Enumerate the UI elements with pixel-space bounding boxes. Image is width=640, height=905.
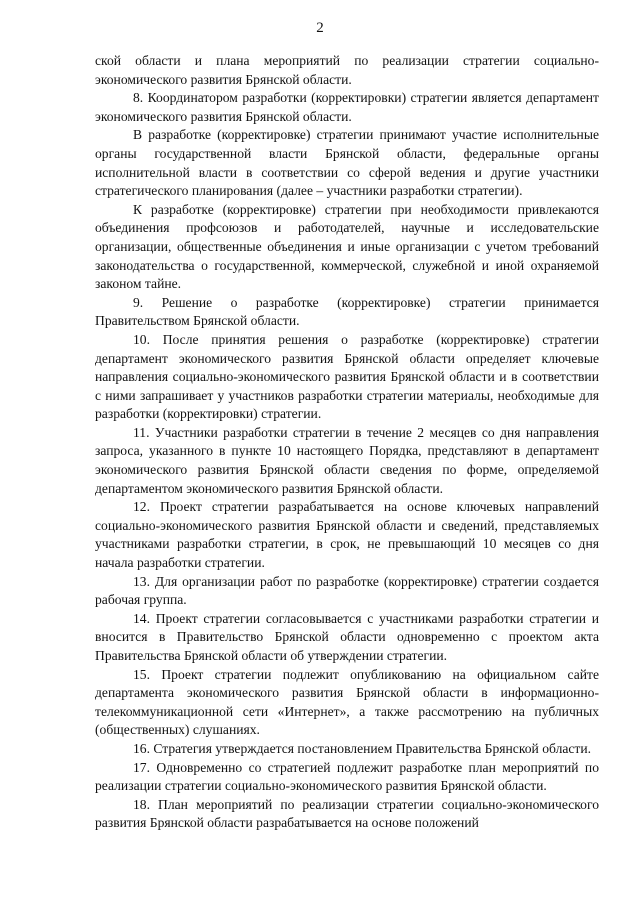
paragraph-13: 13. Для организации работ по разработке (корректировке) стратегии создается рабочая группа. — [95, 573, 599, 608]
paragraph-continuation: ской области и плана мероприятий по реализации стратегии социально-экономического развития Брянской области. — [95, 53, 599, 87]
paragraph-11: 11. Участники разработки стратегии в течение 2 месяцев со дня направления запроса, указанного в пункте 10 настоящего Порядка, представляют в департамент экономического развития Брянской области сведения по форме, определяемой департаментом экономического развития Брянской области. — [95, 424, 599, 496]
paragraph-18: 18. План мероприятий по реализации стратегии социально-экономического развития Брянской области разрабатывается на основе положений — [95, 796, 599, 831]
page-number: 2 — [316, 20, 324, 36]
paragraph-14: 14. Проект стратегии согласовывается с участниками разработки стратегии и вносится в Правительство Брянской области одновременно с проектом акта Правительства Брянской области об утверждении стратегии. — [95, 610, 599, 663]
paragraph-17: 17. Одновременно со стратегией подлежит разработке план мероприятий по реализации стратегии социально-экономического развития Брянской области. — [95, 759, 599, 794]
paragraph-10: 10. После принятия решения о разработке (корректировке) стратегии департамент экономического развития Брянской области определяет ключевые направления социально-экономического развития Брянской области и в соответствии с ними запрашивает у участников разработки стратегии материалы, необходимые для разработки (корректировки) стратегии. — [95, 331, 599, 422]
paragraph-15: 15. Проект стратегии подлежит опубликованию на официальном сайте департамента экономического развития Брянской области в информационно-телекоммуникационной сети «Интернет», а также рассмотрению на публичных (общественных) слушаниях. — [95, 666, 599, 738]
paragraph-12: 12. Проект стратегии разрабатывается на основе ключевых направлений социально-экономического развития Брянской области и сведений, представляемых участниками разработки стратегии, в срок, не превышающий 10 месяцев со дня начала разработки стратегии. — [95, 499, 599, 571]
document-body — [95, 52, 599, 833]
paragraph-9: 9. Решение о разработке (корректировке) стратегии принимается Правительством Брянской области. — [95, 294, 599, 329]
paragraph-8-involvement: К разработке (корректировке) стратегии при необходимости привлекаются объединения профсоюзов и работодателей, научные и исследовательские организации, общественные объединения и иные организации с учетом требований законодательства о государственной, коммерческой, служебной и иной охраняемой законом тайне. — [95, 201, 599, 292]
paragraph-16: 16. Стратегия утверждается постановлением Правительства Брянской области. — [133, 740, 592, 756]
paragraph-8: 8. Координатором разработки (корректировки) стратегии является департамент экономического развития Брянской области. — [95, 90, 599, 124]
paragraph-8-participants: В разработке (корректировке) стратегии принимают участие исполнительные органы государственной власти Брянской области, федеральные органы исполнительной власти в соответствии со сферой ведения и другие участники стратегического планирования (далее – участники разработки стратегии). — [95, 127, 599, 199]
